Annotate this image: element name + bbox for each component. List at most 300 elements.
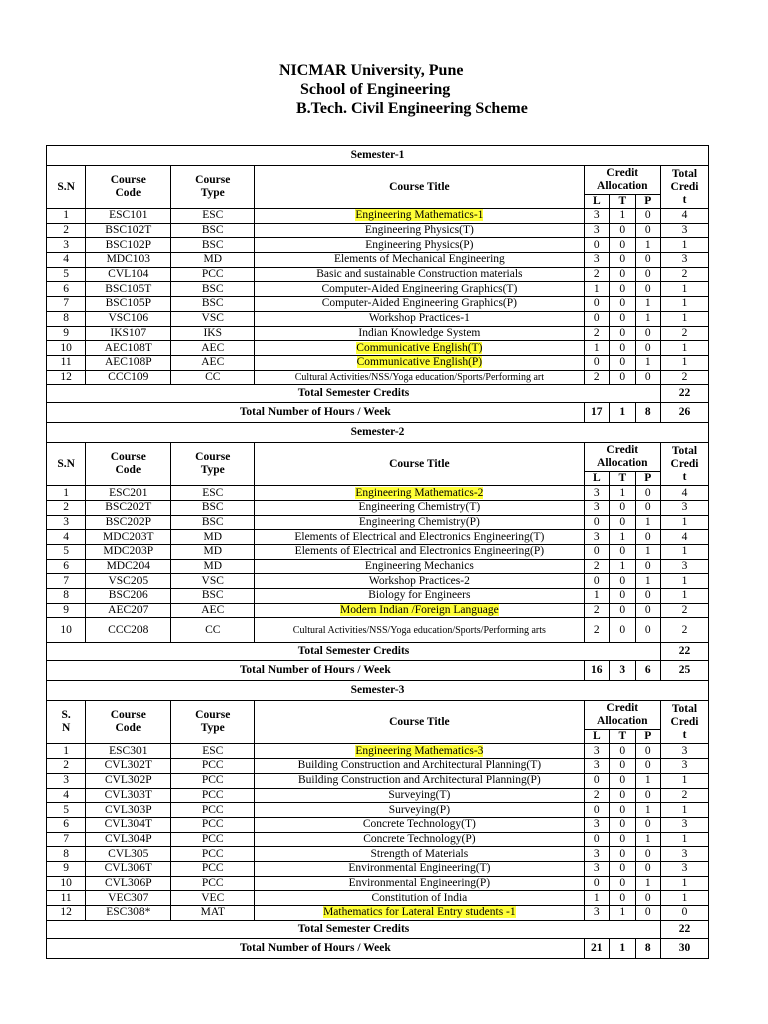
course-l: 3	[584, 209, 609, 224]
course-credit: 1	[661, 832, 709, 847]
course-sn: 5	[47, 267, 86, 282]
course-row	[47, 618, 709, 643]
course-l: 2	[584, 370, 609, 385]
course-code: CVL104	[86, 267, 171, 282]
course-title-cell	[255, 618, 584, 643]
course-l: 2	[584, 326, 609, 341]
course-row	[47, 847, 709, 862]
course-code: ESC201	[86, 486, 171, 501]
course-code: BSC102P	[86, 238, 171, 253]
course-sn: 6	[47, 817, 86, 832]
course-credit: 1	[661, 515, 709, 530]
header-l: L	[584, 472, 609, 486]
course-t: 0	[610, 861, 635, 876]
header-course-type: Course Type	[171, 166, 255, 209]
course-type: ESC	[171, 744, 255, 759]
course-t: 0	[610, 759, 635, 774]
course-code: MDC203P	[86, 545, 171, 560]
course-t: 0	[610, 297, 635, 312]
course-row	[47, 530, 709, 545]
course-title: Building Construction and Architectural Planning(P)	[298, 774, 541, 787]
hours-per-week-row	[47, 403, 709, 423]
course-l: 3	[584, 253, 609, 268]
course-t: 0	[610, 891, 635, 906]
course-t: 1	[610, 530, 635, 545]
hours-t: 1	[610, 938, 635, 958]
course-sn: 8	[47, 847, 86, 862]
course-code: CVL305	[86, 847, 171, 862]
course-code: CVL306T	[86, 861, 171, 876]
course-title: Engineering Physics(T)	[364, 224, 474, 237]
course-t: 0	[610, 253, 635, 268]
course-row	[47, 891, 709, 906]
course-type: ESC	[171, 486, 255, 501]
course-l: 3	[584, 223, 609, 238]
course-type: AEC	[171, 603, 255, 618]
course-title: Computer-Aided Engineering Graphics(P)	[321, 297, 517, 310]
course-l: 3	[584, 759, 609, 774]
course-sn: 2	[47, 223, 86, 238]
course-row	[47, 603, 709, 618]
course-t: 0	[610, 282, 635, 297]
course-t: 0	[610, 589, 635, 604]
course-row	[47, 486, 709, 501]
course-code: AEC108P	[86, 355, 171, 370]
course-type: AEC	[171, 355, 255, 370]
course-title-cell	[255, 223, 584, 238]
course-title-cell	[255, 267, 584, 282]
course-code: BSC105P	[86, 297, 171, 312]
course-type: MD	[171, 253, 255, 268]
course-title: Cultural Activities/NSS/Yoga education/Sports/Performing art	[294, 371, 544, 383]
course-p: 0	[635, 618, 660, 643]
semester-title: Semester-2	[47, 423, 709, 443]
course-title: Engineering Physics(P)	[365, 238, 474, 251]
course-l: 2	[584, 618, 609, 643]
course-l: 3	[584, 744, 609, 759]
course-title-cell	[255, 355, 584, 370]
semester-credits-label: Total Semester Credits	[47, 920, 661, 938]
course-title-cell	[255, 515, 584, 530]
course-row	[47, 355, 709, 370]
header-sn: S.N	[47, 166, 86, 209]
course-credit: 2	[661, 603, 709, 618]
course-sn: 3	[47, 773, 86, 788]
course-row	[47, 773, 709, 788]
hours-per-week-label: Total Number of Hours / Week	[47, 938, 585, 958]
course-code: ESC301	[86, 744, 171, 759]
scheme-table-body	[47, 146, 709, 959]
course-code: AEC108T	[86, 341, 171, 356]
university-name: NICMAR University, Pune	[279, 62, 464, 79]
course-l: 0	[584, 803, 609, 818]
course-code: AEC207	[86, 603, 171, 618]
course-title-cell	[255, 559, 584, 574]
course-credit: 2	[661, 326, 709, 341]
course-row	[47, 861, 709, 876]
course-l: 3	[584, 847, 609, 862]
column-header-row	[47, 443, 709, 472]
course-title: Constitution of India	[371, 891, 468, 904]
course-type: MD	[171, 545, 255, 560]
course-sn: 7	[47, 832, 86, 847]
course-title-cell	[255, 297, 584, 312]
hours-t: 3	[610, 661, 635, 681]
course-credit: 3	[661, 847, 709, 862]
course-title: Engineering Chemistry(T)	[358, 501, 481, 514]
hours-t: 1	[610, 403, 635, 423]
course-title: Biology for Engineers	[368, 589, 471, 602]
course-type: VEC	[171, 891, 255, 906]
course-sn: 9	[47, 861, 86, 876]
course-row	[47, 589, 709, 604]
course-credit: 1	[661, 589, 709, 604]
course-sn: 6	[47, 559, 86, 574]
course-p: 0	[635, 759, 660, 774]
header-total-credit: Total Credi t	[661, 443, 709, 486]
course-sn: 4	[47, 530, 86, 545]
course-code: BSC202T	[86, 500, 171, 515]
course-l: 0	[584, 876, 609, 891]
course-title: Engineering Mathematics-3	[355, 744, 484, 757]
course-credit: 4	[661, 530, 709, 545]
course-l: 0	[584, 832, 609, 847]
course-l: 2	[584, 267, 609, 282]
course-row	[47, 906, 709, 921]
course-row	[47, 559, 709, 574]
course-row	[47, 788, 709, 803]
semester-credits-value: 22	[661, 643, 709, 661]
course-title: Engineering Mathematics-2	[355, 486, 484, 499]
course-credit: 3	[661, 744, 709, 759]
course-code: MDC203T	[86, 530, 171, 545]
course-title-cell	[255, 370, 584, 385]
course-p: 1	[635, 545, 660, 560]
course-credit: 3	[661, 559, 709, 574]
course-code: CVL302T	[86, 759, 171, 774]
course-title-cell	[255, 803, 584, 818]
course-code: BSC105T	[86, 282, 171, 297]
course-t: 1	[610, 906, 635, 921]
school-name: School of Engineering	[300, 81, 451, 98]
course-sn: 9	[47, 603, 86, 618]
course-credit: 3	[661, 817, 709, 832]
course-credit: 1	[661, 876, 709, 891]
course-l: 0	[584, 545, 609, 560]
course-title-cell	[255, 282, 584, 297]
course-sn: 8	[47, 311, 86, 326]
course-credit: 3	[661, 861, 709, 876]
course-title: Engineering Mathematics-1	[355, 209, 484, 222]
course-code: CVL303P	[86, 803, 171, 818]
hours-p: 8	[635, 403, 660, 423]
course-type: VSC	[171, 311, 255, 326]
course-title: Workshop Practices-1	[368, 312, 470, 325]
course-type: PCC	[171, 817, 255, 832]
course-type: PCC	[171, 759, 255, 774]
course-t: 1	[610, 559, 635, 574]
course-credit: 0	[661, 906, 709, 921]
course-l: 2	[584, 603, 609, 618]
hours-p: 8	[635, 938, 660, 958]
course-type: MAT	[171, 906, 255, 921]
course-row	[47, 803, 709, 818]
course-code: ESC101	[86, 209, 171, 224]
course-l: 0	[584, 574, 609, 589]
course-row	[47, 341, 709, 356]
course-sn: 7	[47, 297, 86, 312]
course-title: Engineering Chemistry(P)	[358, 515, 480, 528]
course-t: 0	[610, 618, 635, 643]
course-credit: 3	[661, 223, 709, 238]
course-row	[47, 500, 709, 515]
course-title-cell	[255, 574, 584, 589]
course-title-cell	[255, 341, 584, 356]
course-p: 0	[635, 788, 660, 803]
course-title: Mathematics for Lateral Entry students -1	[323, 906, 516, 919]
course-p: 0	[635, 589, 660, 604]
course-p: 0	[635, 906, 660, 921]
course-l: 2	[584, 788, 609, 803]
semester-credits-row	[47, 643, 709, 661]
course-code: ESC308*	[86, 906, 171, 921]
course-credit: 2	[661, 788, 709, 803]
course-t: 0	[610, 817, 635, 832]
course-p: 1	[635, 773, 660, 788]
course-type: PCC	[171, 876, 255, 891]
header-course-title: Course Title	[255, 443, 584, 486]
course-t: 0	[610, 223, 635, 238]
course-title-cell	[255, 891, 584, 906]
course-title: Surveying(P)	[388, 803, 451, 816]
column-header-row	[47, 701, 709, 730]
course-t: 0	[610, 803, 635, 818]
course-sn: 10	[47, 618, 86, 643]
course-l: 0	[584, 515, 609, 530]
course-code: CVL302P	[86, 773, 171, 788]
course-code: CVL306P	[86, 876, 171, 891]
course-title: Environmental Engineering(T)	[348, 862, 491, 875]
course-l: 3	[584, 530, 609, 545]
course-title-cell	[255, 876, 584, 891]
course-p: 0	[635, 267, 660, 282]
semester-title: Semester-1	[47, 146, 709, 166]
course-title: Concrete Technology(T)	[362, 818, 476, 831]
course-credit: 4	[661, 209, 709, 224]
course-row	[47, 297, 709, 312]
course-t: 0	[610, 311, 635, 326]
course-p: 0	[635, 223, 660, 238]
course-sn: 2	[47, 500, 86, 515]
course-title: Strength of Materials	[370, 847, 469, 860]
course-row	[47, 238, 709, 253]
header-p: P	[635, 472, 660, 486]
course-title-cell	[255, 847, 584, 862]
course-p: 1	[635, 238, 660, 253]
course-sn: 7	[47, 574, 86, 589]
header-l: L	[584, 730, 609, 744]
course-p: 1	[635, 355, 660, 370]
course-p: 1	[635, 876, 660, 891]
course-title-cell	[255, 589, 584, 604]
course-type: PCC	[171, 773, 255, 788]
course-t: 0	[610, 267, 635, 282]
course-t: 0	[610, 574, 635, 589]
course-type: BSC	[171, 282, 255, 297]
course-type: BSC	[171, 223, 255, 238]
semester-title-row	[47, 681, 709, 701]
course-p: 0	[635, 559, 660, 574]
course-code: BSC202P	[86, 515, 171, 530]
course-row	[47, 253, 709, 268]
hours-per-week-label: Total Number of Hours / Week	[47, 661, 585, 681]
header-credit-allocation: Credit Allocation	[584, 701, 660, 730]
course-t: 0	[610, 832, 635, 847]
course-sn: 1	[47, 486, 86, 501]
course-p: 0	[635, 326, 660, 341]
course-credit: 1	[661, 803, 709, 818]
course-row	[47, 515, 709, 530]
course-row	[47, 311, 709, 326]
course-type: CC	[171, 370, 255, 385]
course-t: 0	[610, 876, 635, 891]
hours-l: 16	[584, 661, 609, 681]
course-l: 3	[584, 861, 609, 876]
course-t: 0	[610, 355, 635, 370]
hours-credit: 26	[661, 403, 709, 423]
course-l: 3	[584, 906, 609, 921]
course-type: BSC	[171, 515, 255, 530]
course-sn: 1	[47, 209, 86, 224]
course-row	[47, 832, 709, 847]
course-p: 0	[635, 891, 660, 906]
header-credit-allocation: Credit Allocation	[584, 166, 660, 195]
course-p: 1	[635, 311, 660, 326]
course-t: 0	[610, 238, 635, 253]
course-t: 0	[610, 603, 635, 618]
course-type: BSC	[171, 297, 255, 312]
course-p: 0	[635, 603, 660, 618]
semester-credits-value: 22	[661, 920, 709, 938]
course-row	[47, 817, 709, 832]
scheme-table	[46, 145, 709, 959]
course-title: Engineering Mechanics	[364, 560, 474, 573]
course-code: MDC204	[86, 559, 171, 574]
course-p: 0	[635, 370, 660, 385]
course-row	[47, 282, 709, 297]
course-sn: 2	[47, 759, 86, 774]
course-row	[47, 574, 709, 589]
course-title-cell	[255, 817, 584, 832]
course-p: 0	[635, 817, 660, 832]
course-p: 0	[635, 253, 660, 268]
semester-title-row	[47, 423, 709, 443]
course-row	[47, 744, 709, 759]
course-credit: 1	[661, 238, 709, 253]
course-t: 0	[610, 515, 635, 530]
column-header-row	[47, 166, 709, 195]
course-l: 3	[584, 817, 609, 832]
course-t: 0	[610, 545, 635, 560]
course-credit: 1	[661, 282, 709, 297]
course-l: 3	[584, 486, 609, 501]
course-t: 0	[610, 500, 635, 515]
course-l: 1	[584, 282, 609, 297]
course-p: 1	[635, 515, 660, 530]
course-title-cell	[255, 759, 584, 774]
course-type: VSC	[171, 574, 255, 589]
hours-per-week-label: Total Number of Hours / Week	[47, 403, 585, 423]
course-sn: 10	[47, 876, 86, 891]
course-code: BSC206	[86, 589, 171, 604]
course-p: 0	[635, 500, 660, 515]
course-p: 0	[635, 282, 660, 297]
course-code: IKS107	[86, 326, 171, 341]
course-credit: 3	[661, 253, 709, 268]
course-credit: 1	[661, 355, 709, 370]
course-sn: 10	[47, 341, 86, 356]
course-title-cell	[255, 861, 584, 876]
course-p: 0	[635, 486, 660, 501]
header-l: L	[584, 195, 609, 209]
header-course-title: Course Title	[255, 166, 584, 209]
course-l: 0	[584, 238, 609, 253]
course-credit: 1	[661, 297, 709, 312]
course-l: 1	[584, 341, 609, 356]
course-sn: 5	[47, 803, 86, 818]
course-code: MDC103	[86, 253, 171, 268]
course-code: VSC205	[86, 574, 171, 589]
course-type: BSC	[171, 589, 255, 604]
header-course-code: Course Code	[86, 701, 171, 744]
course-credit: 1	[661, 311, 709, 326]
course-title: Concrete Technology(P)	[363, 832, 476, 845]
course-title: Surveying(T)	[388, 788, 451, 801]
course-code: CVL304P	[86, 832, 171, 847]
course-type: IKS	[171, 326, 255, 341]
course-credit: 1	[661, 891, 709, 906]
course-p: 1	[635, 297, 660, 312]
course-type: PCC	[171, 803, 255, 818]
course-type: PCC	[171, 847, 255, 862]
course-t: 0	[610, 744, 635, 759]
course-title: Modern Indian /Foreign Language	[340, 604, 499, 617]
header-p: P	[635, 730, 660, 744]
course-row	[47, 370, 709, 385]
hours-l: 21	[584, 938, 609, 958]
header-credit-allocation: Credit Allocation	[584, 443, 660, 472]
semester-title-row	[47, 146, 709, 166]
hours-l: 17	[584, 403, 609, 423]
course-title: Elements of Mechanical Engineering	[333, 253, 505, 266]
header-course-type: Course Type	[171, 701, 255, 744]
course-p: 0	[635, 744, 660, 759]
course-sn: 12	[47, 906, 86, 921]
course-title: Building Construction and Architectural Planning(T)	[297, 759, 542, 772]
course-title: Workshop Practices-2	[368, 574, 470, 587]
course-p: 0	[635, 861, 660, 876]
semester-credits-row	[47, 920, 709, 938]
course-credit: 1	[661, 773, 709, 788]
header-course-type: Course Type	[171, 443, 255, 486]
semester-credits-label: Total Semester Credits	[47, 385, 661, 403]
header-sn: S. N	[47, 701, 86, 744]
course-sn: 9	[47, 326, 86, 341]
course-code: CCC208	[86, 618, 171, 643]
course-row	[47, 209, 709, 224]
course-code: BSC102T	[86, 223, 171, 238]
header-course-code: Course Code	[86, 166, 171, 209]
